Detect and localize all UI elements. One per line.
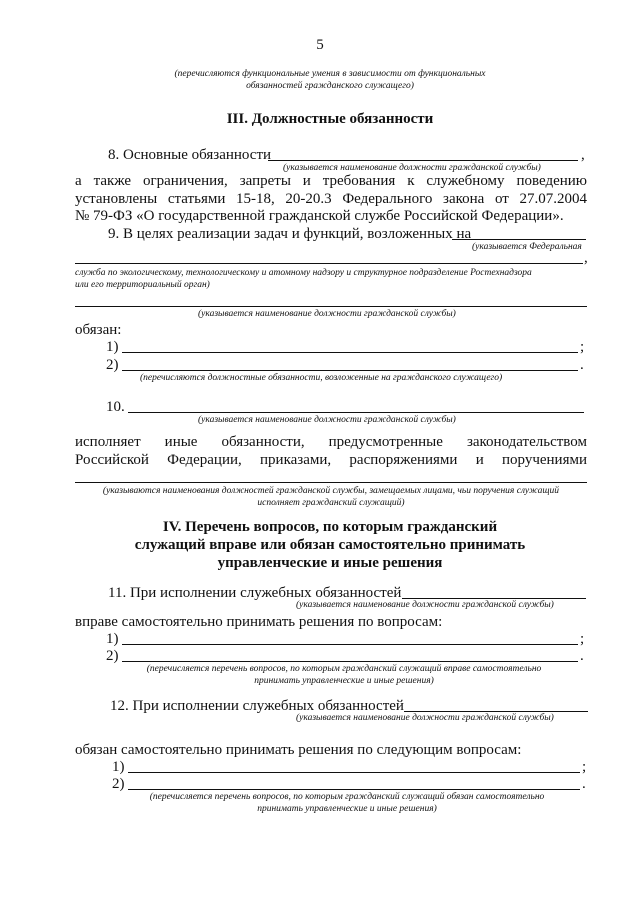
section-4-title-line-2: служащий вправе или обязан самостоятельно принимать <box>134 537 526 553</box>
note-position-11: (указывается наименование должности гражданской службы) <box>296 600 554 610</box>
item-9-lead: 9. В целях реализации задач и функций, возложенных на <box>108 226 472 242</box>
must-item-1-label: 1) <box>112 759 125 775</box>
note-right-line-2: принимать управленческие и иные решения) <box>254 676 434 686</box>
note-position-9: (указывается наименование должности гражданской службы) <box>198 309 456 319</box>
item-9-blank-3[interactable] <box>75 306 587 307</box>
note-must-line-2: принимать управленческие и иные решения) <box>257 804 437 814</box>
item-11-blank[interactable] <box>402 598 586 599</box>
note-position-8: (указывается наименование должности гражданской службы) <box>283 163 541 173</box>
section-4-title-line-1: IV. Перечень вопросов, по которым гражданский <box>162 519 498 535</box>
right-item-1-label: 1) <box>106 631 119 647</box>
must-item-1-semicolon: ; <box>582 759 587 775</box>
item-9-blank-2[interactable] <box>75 263 583 264</box>
note-top-line-2: обязанностей гражданского служащего) <box>246 81 414 91</box>
note-right-line-1: (перечисляется перечень вопросов, по которым гражданский служащий вправе самостоятельно <box>146 664 542 674</box>
item-10-text-line-2: Российской Федерации, приказами, распоряжениями и поручениями <box>75 452 587 468</box>
must-item-2-period: . <box>582 776 586 792</box>
right-item-2-period: . <box>580 648 584 664</box>
must-item-2-label: 2) <box>112 776 125 792</box>
item-8-comma: , <box>581 147 585 163</box>
item-8-text-line-2: установлены статьями 15-18, 20-20.3 Федерального закона от 27.07.2004 <box>75 191 587 207</box>
note-duties: (перечисляются должностные обязанности, возложенные на гражданского служащего) <box>140 373 503 383</box>
duty-item-1-label: 1) <box>106 339 119 355</box>
note-must-line-1: (перечисляется перечень вопросов, по которым гражданский служащий обязан самостоятельно <box>149 792 545 802</box>
right-item-1-semicolon: ; <box>580 631 585 647</box>
note-position-10: (указывается наименование должности гражданской службы) <box>198 415 456 425</box>
item-9-blank-1[interactable] <box>452 239 586 240</box>
note-top-line-1: (перечисляются функциональные умения в зависимости от функциональных <box>174 69 486 79</box>
duty-item-1-blank[interactable] <box>122 352 578 353</box>
note-rostech-line-1: служба по экологическому, технологическому и атомному надзору и структурное подразделение Ростехнадзора <box>75 268 532 278</box>
item-10-text-line-1: исполняет иные обязанности, предусмотренные законодательством <box>75 434 587 450</box>
right-item-1-blank[interactable] <box>122 644 578 645</box>
page-number: 5 <box>316 37 324 53</box>
note-orders-line-1: (указываются наименования должностей гражданской службы, замещаемых лицами, чьи поручения служащий <box>102 486 560 496</box>
duty-item-2-period: . <box>580 357 584 373</box>
note-orders-line-2: исполняет гражданский служащий) <box>257 498 405 508</box>
duty-item-2-blank[interactable] <box>122 370 578 371</box>
section-3-title: III. Должностные обязанности <box>226 111 434 127</box>
right-item-2-blank[interactable] <box>122 661 578 662</box>
item-11-text: вправе самостоятельно принимать решения по вопросам: <box>75 614 443 630</box>
item-8-text-line-1: а также ограничения, запреты и требования к служебному поведению <box>75 173 587 189</box>
item-8-text-line-3: № 79-ФЗ «О государственной гражданской службе Российской Федерации». <box>75 208 564 224</box>
item-10-blank-2[interactable] <box>75 482 587 483</box>
must-item-2-blank[interactable] <box>128 789 580 790</box>
item-12-lead: 12. При исполнении служебных обязанностей <box>110 698 404 714</box>
item-9-comma: , <box>584 250 588 266</box>
item-8-blank[interactable] <box>268 160 578 161</box>
note-federal: (указывается Федеральная <box>472 242 582 252</box>
item-10-blank[interactable] <box>128 412 584 413</box>
item-8-lead: 8. Основные обязанности <box>108 147 272 163</box>
duty-item-1-semicolon: ; <box>580 339 585 355</box>
right-item-2-label: 2) <box>106 648 119 664</box>
item-12-blank[interactable] <box>404 711 588 712</box>
note-rostech-line-2: или его территориальный орган) <box>75 280 210 290</box>
item-12-text: обязан самостоятельно принимать решения по следующим вопросам: <box>75 742 522 758</box>
must-item-1-blank[interactable] <box>128 772 580 773</box>
item-11-lead: 11. При исполнении служебных обязанностей <box>108 585 402 601</box>
section-4-title-line-3: управленческие и иные решения <box>217 555 443 571</box>
item-10-lead: 10. <box>106 399 125 415</box>
duty-item-2-label: 2) <box>106 357 119 373</box>
obliged-label: обязан: <box>75 322 122 338</box>
note-position-12: (указывается наименование должности гражданской службы) <box>296 713 554 723</box>
